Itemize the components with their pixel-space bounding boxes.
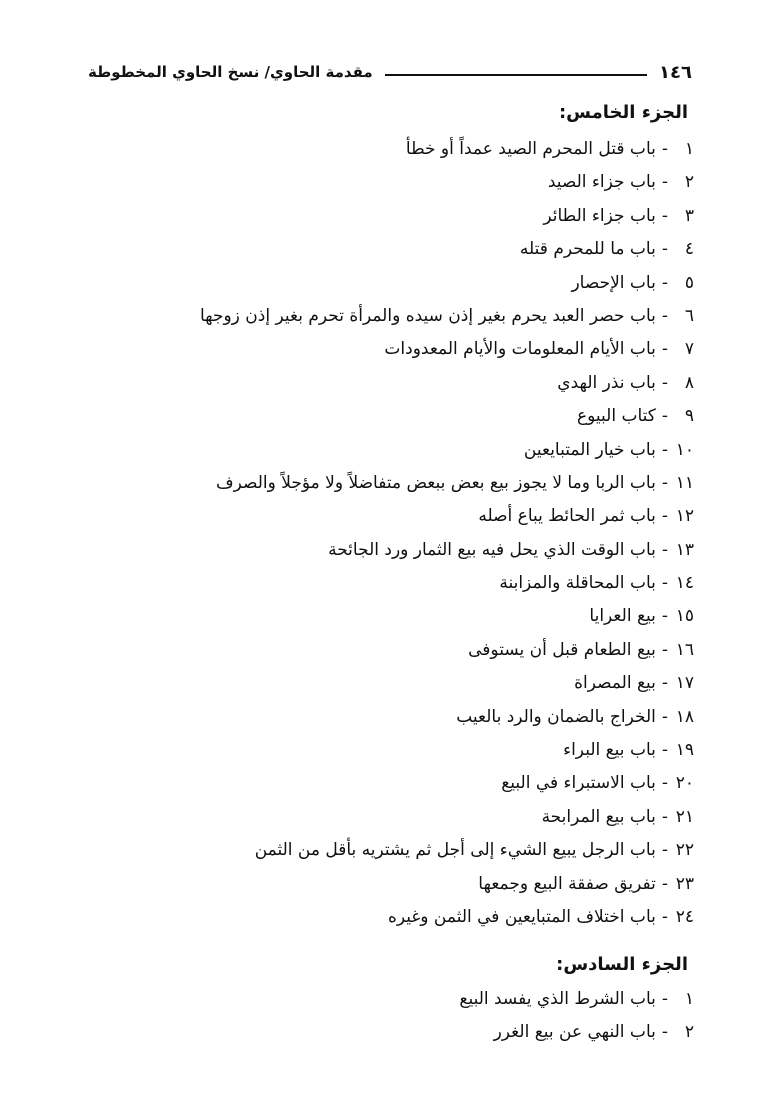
entry-title: بيع العرايا xyxy=(589,606,656,627)
section-heading: الجزء الخامس: xyxy=(558,102,688,123)
entry-number: ٤ xyxy=(684,239,694,260)
entry-title: بيع الطعام قبل أن يستوفى xyxy=(468,639,656,660)
entry-title: باب النهي عن بيع الغرر xyxy=(493,1022,656,1042)
list-item xyxy=(80,834,694,867)
entry-separator: - xyxy=(661,239,668,260)
entry-separator: - xyxy=(661,773,668,794)
entry-separator: - xyxy=(661,989,668,1009)
entry-title: باب نذر الهدي xyxy=(557,372,656,393)
page-number: ١٤٦ xyxy=(659,61,692,83)
entry-number: ١٣ xyxy=(675,539,694,560)
list-item xyxy=(80,634,694,667)
entry-separator: - xyxy=(661,840,668,861)
entry-number: ٩ xyxy=(684,406,694,427)
entry-number: ١٩ xyxy=(675,740,694,761)
list-item xyxy=(80,734,694,767)
entry-separator: - xyxy=(661,706,668,727)
entry-separator: - xyxy=(661,172,668,193)
entry-number: ٢٢ xyxy=(675,840,694,861)
entry-number: ٣ xyxy=(684,205,694,226)
entry-separator: - xyxy=(661,139,668,159)
entry-number: ١٤ xyxy=(675,573,694,594)
list-item xyxy=(80,500,694,533)
entry-title: باب حصر العبد يحرم بغير إذن سيده والمرأة تحرم بغير إذن زوجها xyxy=(199,305,656,326)
entry-number: ٢ xyxy=(684,1022,694,1042)
list-item xyxy=(80,567,694,600)
entry-number: ١٨ xyxy=(675,706,694,727)
entry-separator: - xyxy=(661,573,668,594)
entry-title: باب جزاء الصيد xyxy=(547,172,656,193)
entry-title: باب الإحصار xyxy=(571,272,656,293)
entry-title: باب قتل المحرم الصيد عمداً أو خطأ xyxy=(405,139,656,159)
list-item xyxy=(80,200,694,233)
entry-title: باب بيع المرابحة xyxy=(541,806,656,827)
entry-number: ٢٤ xyxy=(675,906,694,927)
section-heading: الجزء السادس: xyxy=(556,954,688,975)
entry-title: بيع المصراة xyxy=(574,673,656,694)
entry-title: باب الوقت الذي يحل فيه بيع الثمار ورد الجائحة xyxy=(328,539,656,560)
entry-title: باب الأيام المعلومات والأيام المعدودات xyxy=(384,339,656,360)
list-item xyxy=(80,233,694,266)
list-item xyxy=(80,534,694,567)
entry-separator: - xyxy=(661,673,668,694)
entry-separator: - xyxy=(661,372,668,393)
running-header xyxy=(88,58,692,86)
entry-separator: - xyxy=(661,740,668,761)
entry-number: ٥ xyxy=(684,272,694,293)
list-item xyxy=(80,400,694,433)
list-item xyxy=(80,868,694,901)
section-part-five xyxy=(80,99,694,934)
entry-separator: - xyxy=(661,539,668,560)
section-part-six xyxy=(80,951,694,1049)
entry-title: الخراج بالضمان والرد بالعيب xyxy=(456,706,656,727)
entry-number: ٢٣ xyxy=(675,873,694,894)
entry-separator: - xyxy=(661,205,668,226)
header-rule xyxy=(385,74,647,76)
list-item xyxy=(80,267,694,300)
list-item xyxy=(80,133,694,166)
list-item xyxy=(80,166,694,199)
list-item xyxy=(80,434,694,467)
list-item xyxy=(80,467,694,500)
entry-title: كتاب البيوع xyxy=(576,406,656,427)
entry-number: ١١ xyxy=(675,472,694,493)
entry-title: باب ثمر الحائط يباع أصله xyxy=(478,506,656,527)
list-item xyxy=(80,367,694,400)
entry-separator: - xyxy=(661,873,668,894)
entry-number: ١٦ xyxy=(675,639,694,660)
entry-title: باب المحاقلة والمزابنة xyxy=(499,573,656,594)
entry-title: باب اختلاف المتبايعين في الثمن وغيره xyxy=(388,906,656,927)
entry-separator: - xyxy=(661,906,668,927)
entry-separator: - xyxy=(661,272,668,293)
list-item xyxy=(80,1016,694,1049)
entry-list xyxy=(80,983,694,1049)
entry-number: ١ xyxy=(684,139,694,159)
entry-number: ١٧ xyxy=(675,673,694,694)
entry-number: ١٠ xyxy=(675,439,694,460)
entry-separator: - xyxy=(661,639,668,660)
entry-number: ٢٠ xyxy=(675,773,694,794)
list-item xyxy=(80,600,694,633)
entry-separator: - xyxy=(661,806,668,827)
list-item xyxy=(80,767,694,800)
list-item xyxy=(80,801,694,834)
list-item xyxy=(80,333,694,366)
entry-number: ١ xyxy=(684,989,694,1009)
entry-number: ٦ xyxy=(684,305,694,326)
entry-separator: - xyxy=(661,472,668,493)
list-item xyxy=(80,701,694,734)
entry-list xyxy=(80,133,694,934)
entry-number: ٨ xyxy=(684,372,694,393)
list-item xyxy=(80,901,694,934)
entry-separator: - xyxy=(661,506,668,527)
entry-separator: - xyxy=(661,305,668,326)
entry-separator: - xyxy=(661,339,668,360)
entry-title: باب الربا وما لا يجوز بيع بعض ببعض متفاضلاً ولا مؤجلاً والصرف xyxy=(215,472,656,493)
entry-title: باب جزاء الطائر xyxy=(543,205,656,226)
entry-title: تفريق صفقة البيع وجمعها xyxy=(478,873,656,894)
entry-title: باب الاستبراء في البيع xyxy=(501,773,656,794)
list-item xyxy=(80,300,694,333)
entry-separator: - xyxy=(661,439,668,460)
list-item xyxy=(80,983,694,1016)
entry-number: ١٢ xyxy=(675,506,694,527)
entry-number: ٢ xyxy=(684,172,694,193)
entry-title: باب ما للمحرم قتله xyxy=(519,239,656,260)
entry-title: باب بيع البراء xyxy=(563,740,656,761)
entry-number: ٢١ xyxy=(675,806,694,827)
entry-title: باب الشرط الذي يفسد البيع xyxy=(459,989,656,1009)
entry-number: ٧ xyxy=(684,339,694,360)
entry-title: باب الرجل يبيع الشيء إلى أجل ثم يشتريه بأقل من الثمن xyxy=(254,840,656,861)
list-item xyxy=(80,667,694,700)
running-title: مقدمة الحاوي/ نسخ الحاوي المخطوطة xyxy=(88,63,373,81)
entry-separator: - xyxy=(661,406,668,427)
entry-title: باب خيار المتبايعين xyxy=(523,439,656,460)
entry-separator: - xyxy=(661,1022,668,1042)
entry-number: ١٥ xyxy=(675,606,694,627)
entry-separator: - xyxy=(661,606,668,627)
